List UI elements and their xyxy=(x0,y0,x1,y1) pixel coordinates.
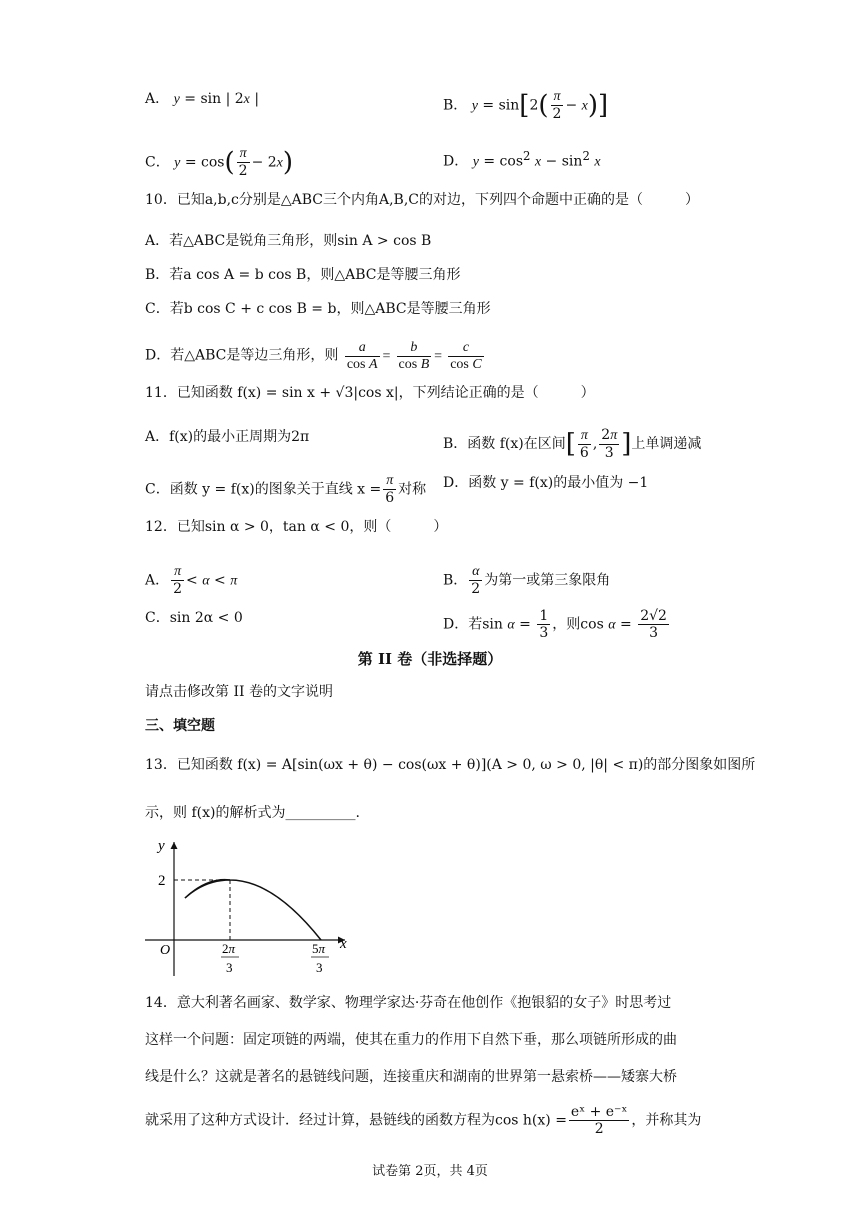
x-tick-2-num: 5π xyxy=(312,941,326,956)
q12-stem: 12．已知sin α > 0，tan α < 0，则（ ） xyxy=(145,519,448,535)
q11-option-b: B．函数 f(x)在区间[ $\frac{\pi}{6}$ , $\frac{2\pi}{3}$ ]上单调递减 xyxy=(443,427,702,461)
x-tick-1-den: 3 xyxy=(226,960,233,975)
q11-option-c: C．函数 y = f(x)的图象关于直线 x = $\frac{\pi}{6}$ 对称 xyxy=(145,473,427,506)
q10-option-b: B．若a cos A = b cos B，则△ABC是等腰三角形 xyxy=(145,267,461,283)
q9-option-b: B． y = sin[2( $\frac{\pi}{2}$ − x)] xyxy=(443,89,609,122)
q9-option-d: D． $y = \cos^2 x - \sin^2 x$ xyxy=(443,149,601,170)
x-tick-2-den: 3 xyxy=(316,960,323,975)
q14-line3: 线是什么？这就是著名的悬链线问题，连接重庆和湖南的世界第一悬索桥——矮寨大桥 xyxy=(145,1069,677,1085)
q13-answer-blank[interactable]: __________ xyxy=(285,805,356,821)
q9-option-a: A． y = sin | 2x | xyxy=(145,91,260,107)
q11-option-a: A．f(x)的最小正周期为2π xyxy=(145,429,310,445)
q13-stem-line2: 示，则 f(x)的解析式为__________. xyxy=(145,805,360,821)
section-heading: 三、填空题 xyxy=(145,718,215,734)
x-axis-label: x xyxy=(340,936,347,952)
q10-option-a: A．若△ABC是锐角三角形，则sin A > cos B xyxy=(145,233,432,249)
q10-option-c: C．若b cos C + c cos B = b，则△ABC是等腰三角形 xyxy=(145,301,491,317)
q13-stem-line1: 13．已知函数 f(x) = A[sin(ωx + θ) − cos(ωx + θ)](A > 0, ω > 0, |θ| < π)的部分图象如图所 xyxy=(145,757,756,773)
q11-option-d: D．函数 y = f(x)的最小值为 −1 xyxy=(443,475,649,491)
q13-graph xyxy=(140,836,360,984)
q14-line1: 14．意大利著名画家、数学家、物理学家达·芬奇在他创作《抱银貂的女子》时思考过 xyxy=(145,995,672,1011)
y-axis-label: y xyxy=(158,838,165,854)
q9-option-c: C． y = cos( $\frac{\pi}{2}$ − 2x) xyxy=(145,146,294,179)
q12-option-a: A． $\frac{\pi}{2}$ < α < π xyxy=(145,564,238,597)
q10-option-d: D．若△ABC是等边三角形，则 $\frac{a}{\text{cos A}}$ = $\frac{b}{\text{cos B}}$ = $\frac{c}{\text{cos C}}$ xyxy=(145,340,482,372)
q12-option-b: B． $\frac{\alpha}{2}$ 为第一或第三象限角 xyxy=(443,564,611,597)
q14-line2: 这样一个问题：固定项链的两端，使其在重力的作用下自然下垂，那么项链所形成的曲 xyxy=(145,1032,677,1048)
section-title: 第 II 卷（非选择题） xyxy=(357,650,503,668)
y-tick-label: 2 xyxy=(158,873,166,889)
sine-curve xyxy=(185,880,321,940)
q10-option-d-prefix: D．若△ABC是等边三角形，则 xyxy=(145,347,339,364)
q11-stem: 11．已知函数 f(x) = sin x + √3|cos x|，下列结论正确的是（ ） xyxy=(145,385,595,401)
q14-line4: 就采用了这种方式设计．经过计算，悬链线的函数方程为cos h(x) = $\frac{\text{eˣ + e⁻ˣ}}{2}$ ，并称其为 xyxy=(145,1104,702,1137)
q12-option-c: C．sin 2α < 0 xyxy=(145,610,243,626)
q10-stem: 10．已知a,b,c分别是△ABC三个内角A,B,C的对边，下列四个命题中正确的是（ ） xyxy=(145,192,700,208)
section-note: 请点击修改第 II 卷的文字说明 xyxy=(145,684,333,700)
q12-option-d: D．若sin α = $\frac{1}{3}$ ，则cos α = $\frac{2√2}{3}$ xyxy=(443,608,667,641)
x-tick-1-num: 2π xyxy=(222,941,236,956)
origin-label: O xyxy=(160,943,171,958)
page-footer: 试卷第 2页，共 4页 xyxy=(372,1164,488,1179)
